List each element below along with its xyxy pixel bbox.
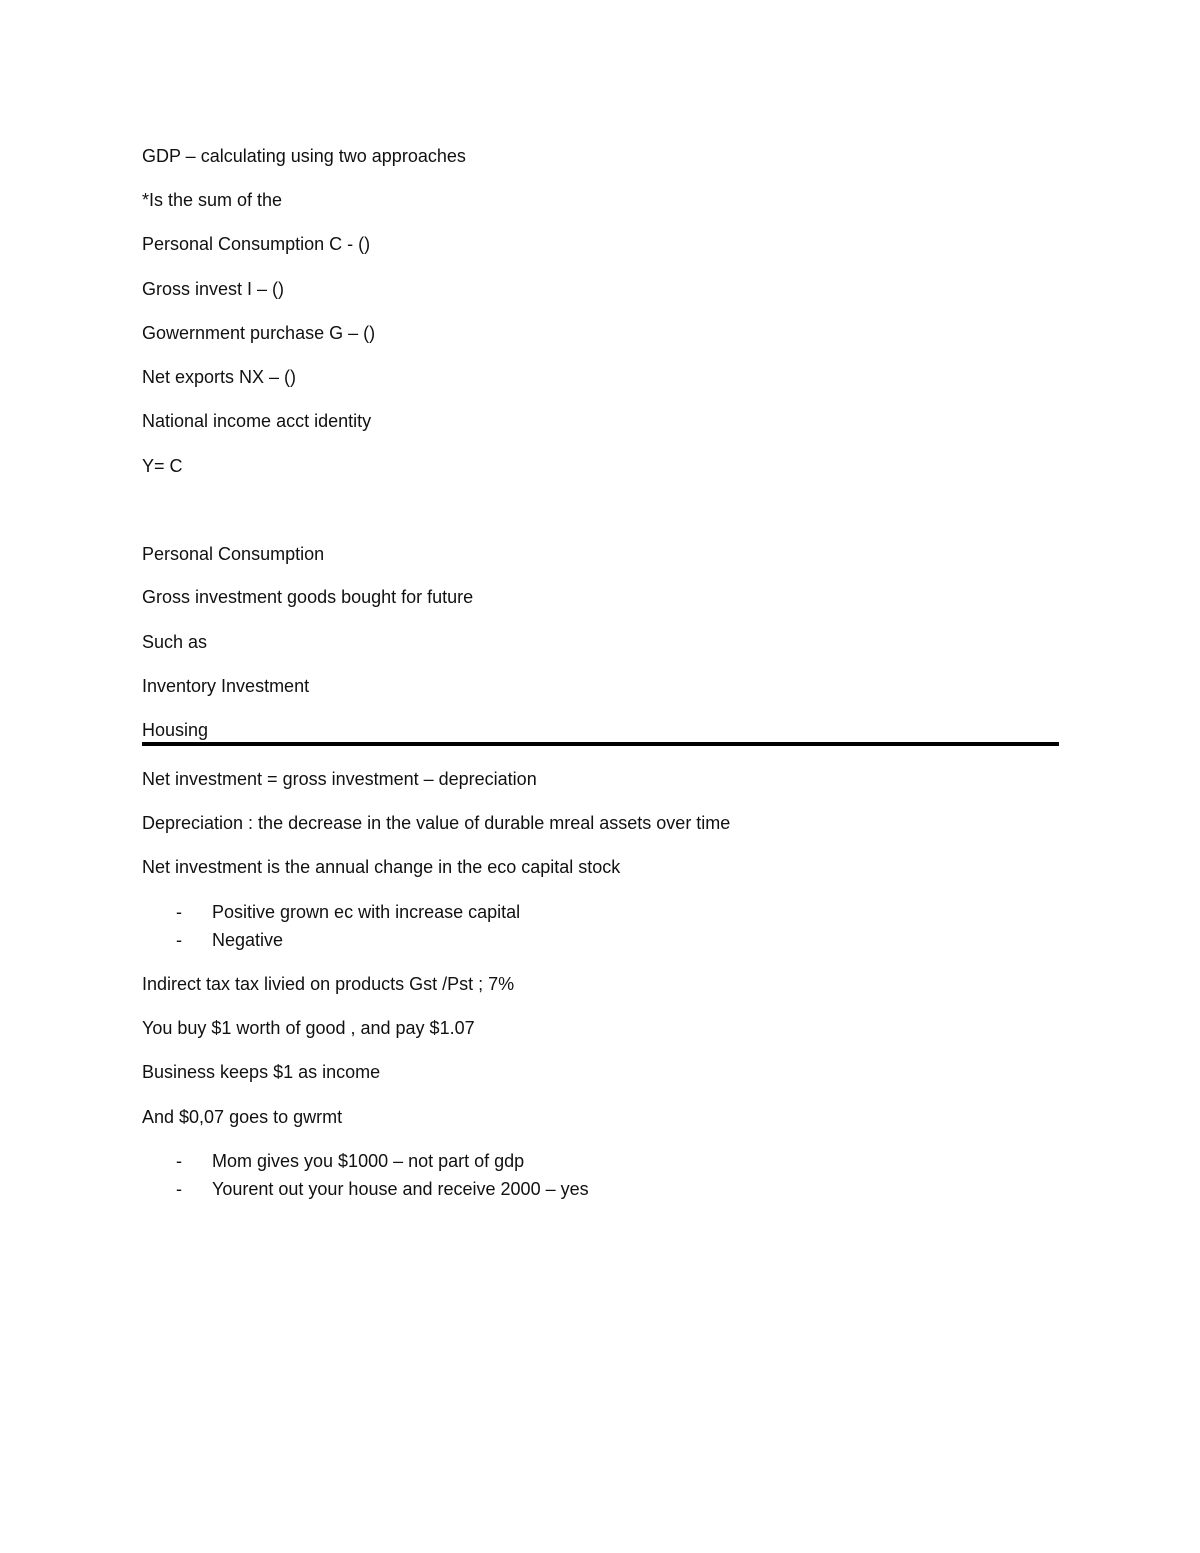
text-line: National income acct identity: [142, 411, 372, 431]
list-bullet-dash: -: [176, 1151, 182, 1171]
list-item: Positive grown ec with increase capital: [212, 902, 521, 922]
list-item: Yourent out your house and receive 2000 – yes: [212, 1179, 589, 1199]
text-line: Personal Consumption C - (): [142, 234, 371, 254]
text-line: Gross investment goods bought for future: [142, 587, 474, 607]
text-line: You buy $1 worth of good , and pay $1.07: [142, 1018, 475, 1038]
horizontal-rule: [142, 742, 1059, 746]
text-line: Gross invest I – (): [142, 279, 285, 299]
text-line: Depreciation : the decrease in the value of durable mreal assets over time: [142, 813, 731, 833]
text-line: Business keeps $1 as income: [142, 1062, 381, 1082]
list-bullet-dash: -: [176, 1179, 182, 1199]
text-line: Indirect tax tax livied on products Gst /Pst ; 7%: [142, 974, 515, 994]
text-line: And $0,07 goes to gwrmt: [142, 1107, 343, 1127]
list-item: Negative: [212, 930, 284, 950]
list-item: Mom gives you $1000 – not part of gdp: [212, 1151, 525, 1171]
text-line: Y= C: [142, 456, 183, 476]
list-bullet-dash: -: [176, 902, 182, 922]
text-line: Net exports NX – (): [142, 367, 297, 387]
list-bullet-dash: -: [176, 930, 182, 950]
text-line: Gowernment purchase G – (): [142, 323, 376, 343]
text-line: Net investment is the annual change in the eco capital stock: [142, 857, 621, 877]
text-line: Housing: [142, 720, 209, 740]
text-line: Such as: [142, 632, 208, 652]
text-line: *Is the sum of the: [142, 190, 283, 210]
text-line: Personal Consumption: [142, 544, 325, 564]
doc-title-line: GDP – calculating using two approaches: [142, 146, 466, 166]
text-line: Inventory Investment: [142, 676, 310, 696]
text-line: Net investment = gross investment – depreciation: [142, 769, 537, 789]
